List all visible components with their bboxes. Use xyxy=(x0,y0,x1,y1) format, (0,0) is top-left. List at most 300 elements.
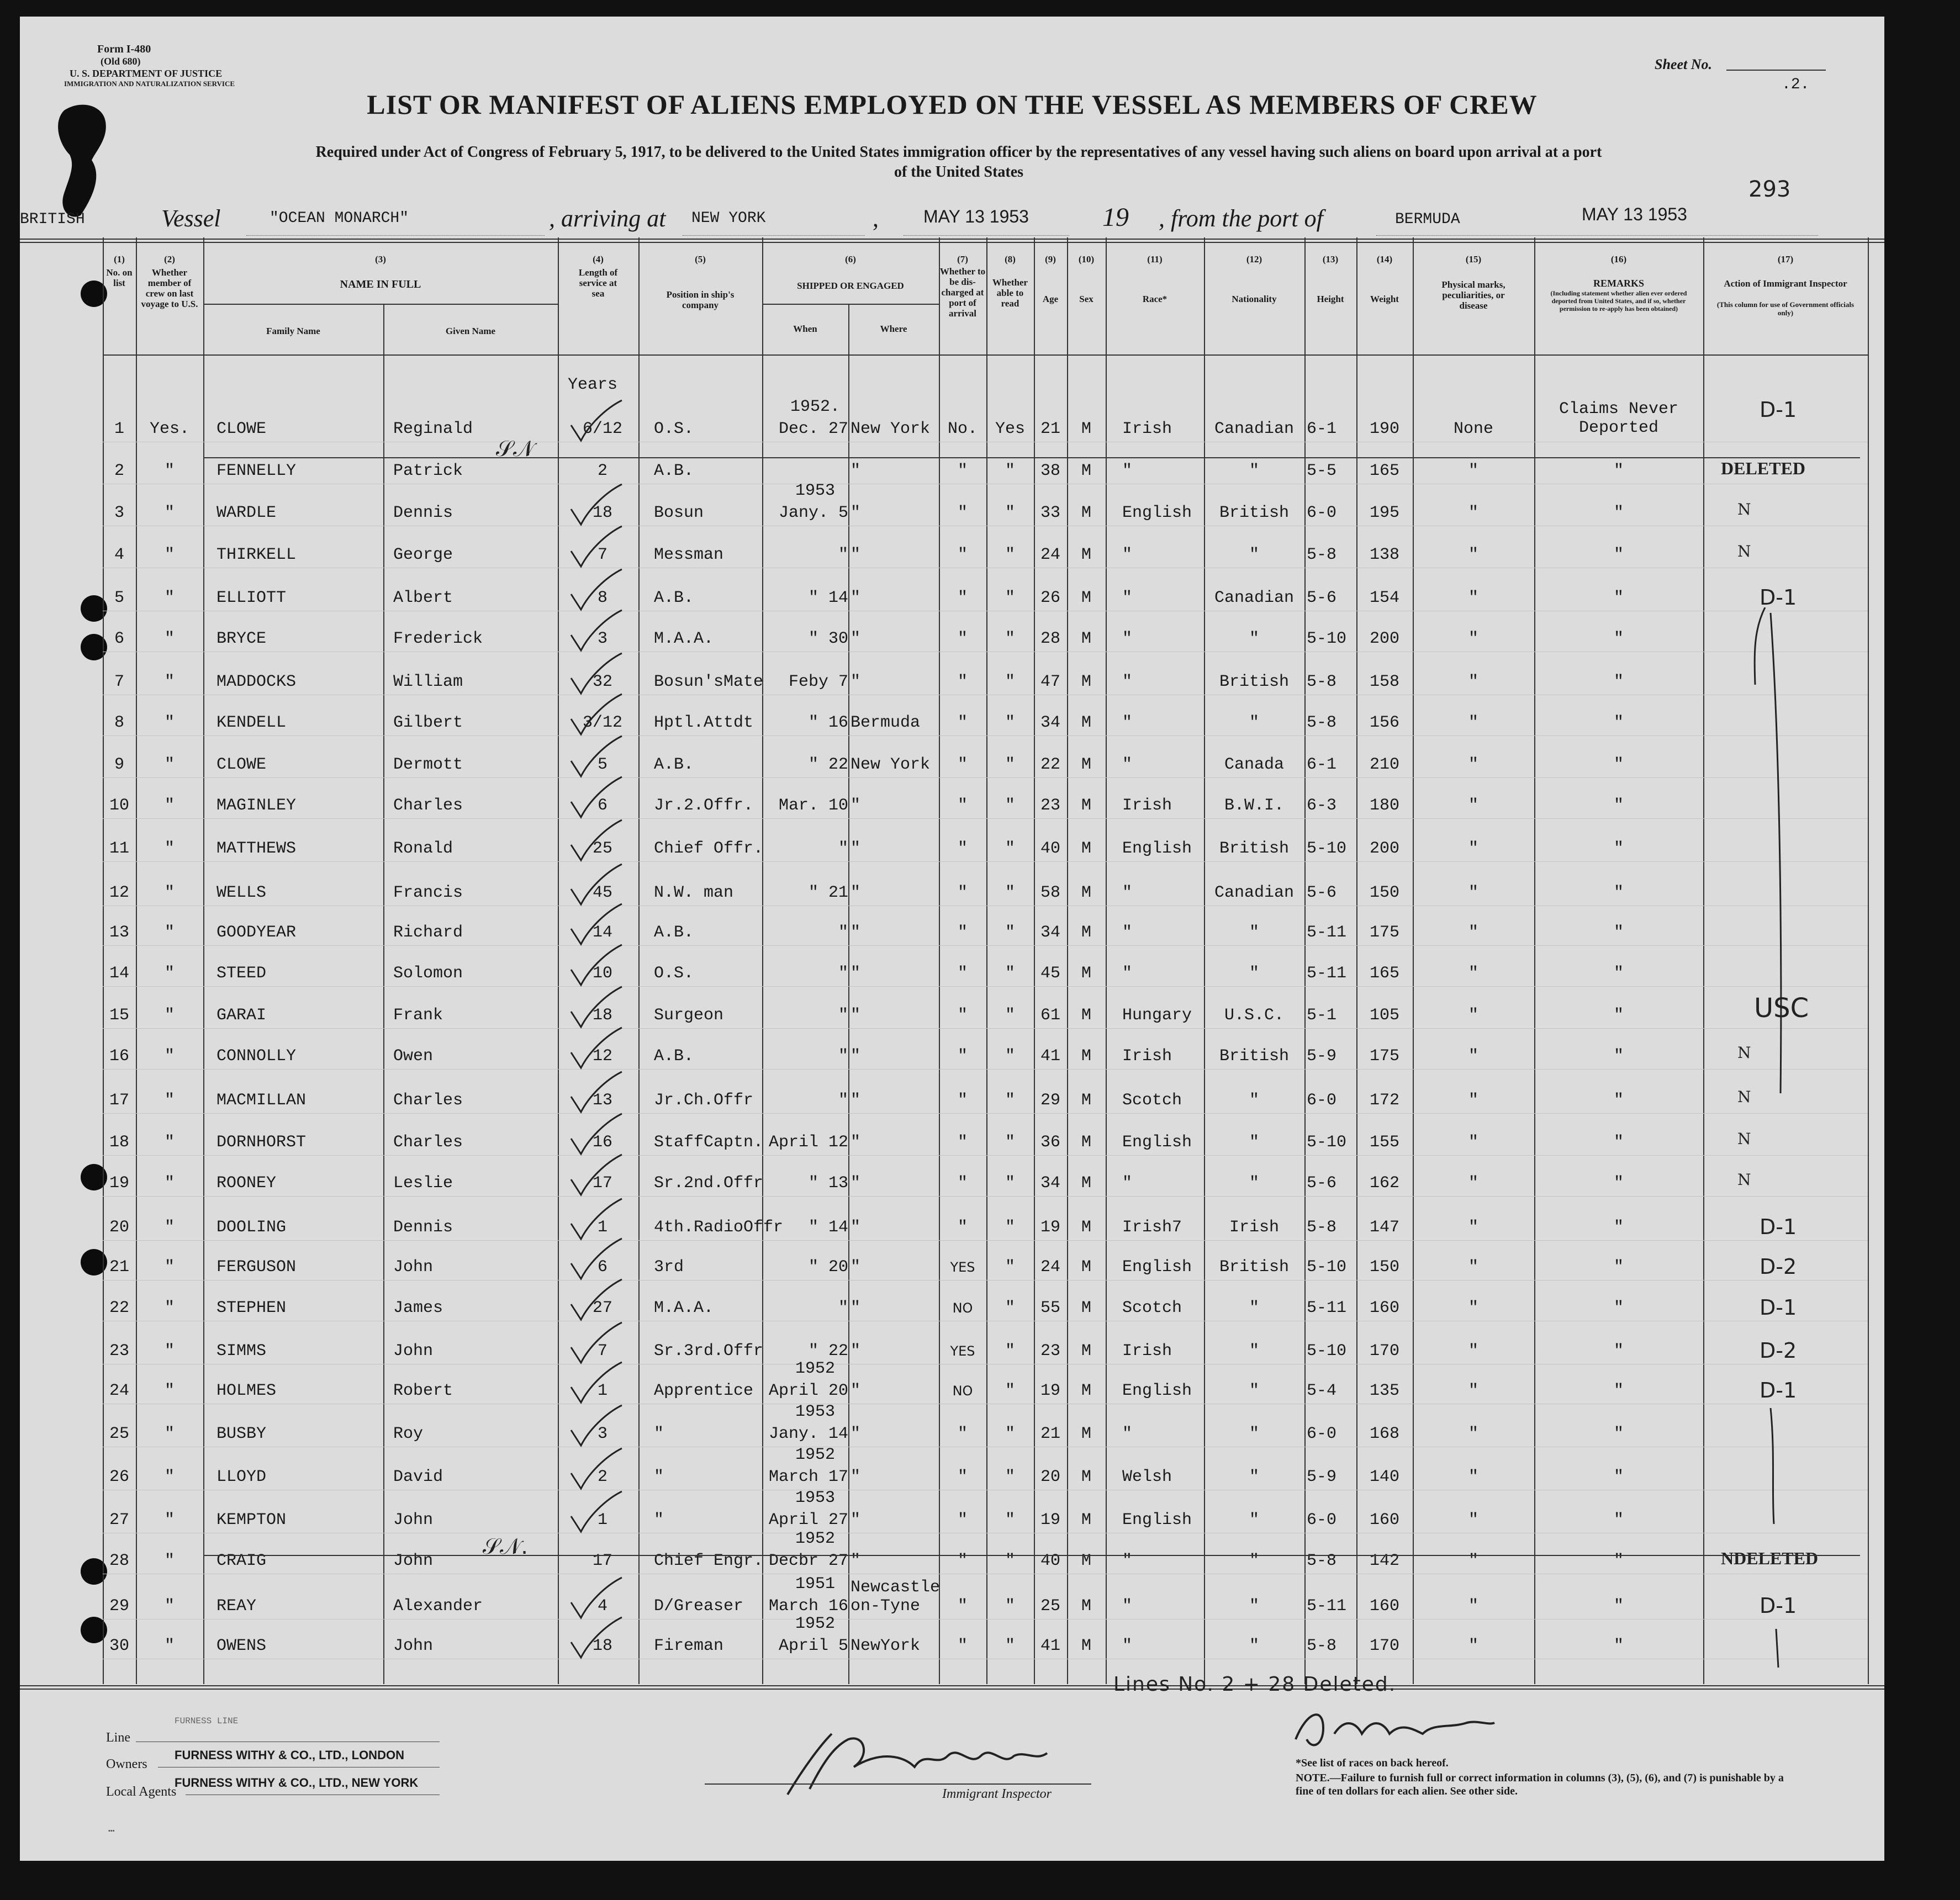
header-col9-num: (9) xyxy=(1045,254,1056,264)
cell-family: ELLIOTT xyxy=(216,589,287,607)
cell-nationality: " xyxy=(1249,1637,1259,1655)
cell-remarks: " xyxy=(1613,462,1624,480)
cell-service: 7 xyxy=(597,1342,607,1361)
header-where: Where xyxy=(880,324,907,334)
cell-nationality: Canadian xyxy=(1214,420,1295,438)
cell-height: 5-8 xyxy=(1307,1637,1337,1655)
cell-position: StaffCaptn. xyxy=(654,1133,764,1152)
cell-no: 9 xyxy=(114,755,124,774)
cell-member: " xyxy=(164,1425,175,1443)
cell-service: 2 xyxy=(597,462,607,480)
cell-marks: " xyxy=(1468,1006,1478,1025)
cell-where: " xyxy=(850,839,861,858)
cell-weight: 175 xyxy=(1369,1047,1399,1066)
cell-marks: " xyxy=(1468,673,1478,691)
cell-height: 6-1 xyxy=(1307,755,1337,774)
cell-read: " xyxy=(1005,883,1015,902)
cell-when: " 30 xyxy=(808,629,848,648)
cell-disch: " xyxy=(957,883,968,902)
cell-family: CONNOLLY xyxy=(216,1047,297,1066)
cell-service: 1 xyxy=(597,1218,607,1237)
arrival-date-stamp: MAY 13 1953 xyxy=(923,207,1029,226)
cell-where: Newcastle on-Tyne xyxy=(850,1578,941,1616)
cell-weight: 165 xyxy=(1369,964,1399,983)
cell-member: " xyxy=(164,673,175,691)
header-col8: Whether able to read xyxy=(992,277,1028,309)
date-underline xyxy=(904,235,1069,236)
cell-given: Robert xyxy=(393,1382,453,1400)
cell-given: Dennis xyxy=(393,504,453,522)
cell-age: 40 xyxy=(1040,1552,1060,1570)
cell-race: Irish xyxy=(1122,1047,1172,1066)
initials-scribble: 𝒮𝒩. xyxy=(483,1534,528,1559)
vessel-label: Vessel xyxy=(161,205,221,232)
cell-remarks: " xyxy=(1613,1552,1624,1570)
check-mark xyxy=(567,398,627,447)
cell-weight: 150 xyxy=(1369,1258,1399,1277)
cell-race: English xyxy=(1122,1258,1192,1277)
cell-where: " xyxy=(850,1511,861,1529)
cell-service: 1 xyxy=(597,1511,607,1529)
cell-when: " xyxy=(838,964,848,983)
cell-race: " xyxy=(1122,1425,1133,1443)
cell-read: " xyxy=(1005,1511,1015,1529)
row-rule xyxy=(103,1619,1868,1620)
cell-nationality: " xyxy=(1249,1174,1259,1193)
cell-height: 5-8 xyxy=(1307,1552,1337,1570)
cell-family: WELLS xyxy=(216,883,267,902)
cell-disch: No. xyxy=(947,420,978,438)
cell-no: 3 xyxy=(114,504,124,522)
cell-marks: " xyxy=(1468,883,1478,902)
cell-nationality: B.W.I. xyxy=(1224,796,1285,815)
cell-where: " xyxy=(850,883,861,902)
cell-given: Gilbert xyxy=(393,713,463,732)
cell-weight: 154 xyxy=(1369,589,1399,607)
cell-remarks: " xyxy=(1613,1218,1624,1237)
cell-action: D-1 xyxy=(1760,1295,1797,1320)
cell-read: " xyxy=(1005,1468,1015,1486)
cell-weight: 200 xyxy=(1369,839,1399,858)
cell-sex: M xyxy=(1081,673,1091,691)
cell-sex: M xyxy=(1081,462,1091,480)
cell-action: D-1 xyxy=(1760,398,1797,422)
cell-weight: 140 xyxy=(1369,1468,1399,1486)
cell-marks: " xyxy=(1468,1468,1478,1486)
cell-marks: " xyxy=(1468,923,1478,942)
cell-weight: 165 xyxy=(1369,462,1399,480)
cell-where: " xyxy=(850,1552,861,1570)
cell-read: " xyxy=(1005,1174,1015,1193)
cell-read: " xyxy=(1005,923,1015,942)
cell-race: " xyxy=(1122,673,1133,691)
col-rule xyxy=(1067,237,1068,1684)
cell-disch: " xyxy=(957,589,968,607)
cell-family: SIMMS xyxy=(216,1342,267,1361)
cell-given: James xyxy=(393,1299,443,1317)
cell-height: 5-11 xyxy=(1307,923,1347,942)
row-rule xyxy=(103,861,1868,862)
cell-no: 24 xyxy=(109,1382,129,1400)
cell-disch: " xyxy=(957,755,968,774)
year-note: 1953 xyxy=(795,481,835,500)
cell-where: " xyxy=(850,1382,861,1400)
cell-family: KENDELL xyxy=(216,713,287,732)
cell-weight: 105 xyxy=(1369,1006,1399,1025)
header-col16: REMARKS xyxy=(1593,278,1644,289)
cell-sex: M xyxy=(1081,755,1091,774)
cell-given: Dermott xyxy=(393,755,463,774)
cell-remarks: " xyxy=(1613,923,1624,942)
cell-no: 12 xyxy=(109,883,129,902)
cell-marks: " xyxy=(1468,1425,1478,1443)
cell-age: 25 xyxy=(1040,1597,1060,1616)
cell-no: 20 xyxy=(109,1218,129,1237)
cell-family: GARAI xyxy=(216,1006,267,1025)
cell-action: D-1 xyxy=(1760,585,1797,610)
cell-race: Irish xyxy=(1122,420,1172,438)
cell-read: Yes xyxy=(995,420,1025,438)
check-mark xyxy=(567,1446,627,1495)
cell-height: 5-5 xyxy=(1307,462,1337,480)
page-subtitle xyxy=(152,142,1765,182)
cell-given: Frederick xyxy=(393,629,483,648)
cell-weight: 172 xyxy=(1369,1091,1399,1110)
cell-family: CRAIG xyxy=(216,1552,267,1570)
cell-weight: 138 xyxy=(1369,546,1399,564)
cell-nationality: " xyxy=(1249,1133,1259,1152)
cell-service: 17 xyxy=(592,1174,612,1193)
cell-where: " xyxy=(850,1133,861,1152)
cell-family: BUSBY xyxy=(216,1425,267,1443)
col-rule xyxy=(1204,237,1205,1684)
cell-read: " xyxy=(1005,796,1015,815)
cell-where: " xyxy=(850,1425,861,1443)
cell-nationality: " xyxy=(1249,1091,1259,1110)
cell-weight: 180 xyxy=(1369,796,1399,815)
cell-where: Bermuda xyxy=(850,713,921,732)
cell-given: Roy xyxy=(393,1425,424,1443)
cell-position: Bosun xyxy=(654,504,704,522)
cell-given: Patrick xyxy=(393,462,463,480)
cell-height: 5-11 xyxy=(1307,1299,1347,1317)
cell-member: " xyxy=(164,1342,175,1361)
cell-action: D-2 xyxy=(1760,1255,1797,1279)
cell-marks: " xyxy=(1468,629,1478,648)
cell-position: Surgeon xyxy=(654,1006,724,1025)
cell-read: " xyxy=(1005,1133,1015,1152)
cell-position: Bosun'sMate xyxy=(654,673,764,691)
col-rule xyxy=(848,304,849,1684)
cell-member: " xyxy=(164,1091,175,1110)
cell-height: 6-0 xyxy=(1307,504,1337,522)
stamp-number: 293 xyxy=(1748,177,1791,202)
cell-remarks: " xyxy=(1613,1299,1624,1317)
deleted-strike-line-28 xyxy=(203,1555,1860,1556)
cell-given: Albert xyxy=(393,589,453,607)
cell-age: 19 xyxy=(1040,1511,1060,1529)
cell-action: N xyxy=(1737,500,1751,518)
cell-remarks: " xyxy=(1613,755,1624,774)
cell-race: English xyxy=(1122,1511,1192,1529)
cell-race: " xyxy=(1122,883,1133,902)
cell-race: " xyxy=(1122,546,1133,564)
cell-service: 6 xyxy=(597,796,607,815)
cell-no: 5 xyxy=(114,589,124,607)
cell-remarks: " xyxy=(1613,713,1624,732)
cell-disch: NO xyxy=(952,1383,973,1399)
cell-nationality: " xyxy=(1249,1511,1259,1529)
cell-member: " xyxy=(164,1511,175,1529)
col-rule xyxy=(1356,237,1357,1684)
col-rule xyxy=(1413,237,1414,1684)
cell-marks: " xyxy=(1468,755,1478,774)
cell-where: NewYork xyxy=(850,1637,921,1655)
cell-nationality: " xyxy=(1249,713,1259,732)
cell-family: ROONEY xyxy=(216,1174,277,1193)
cell-sex: M xyxy=(1081,546,1091,564)
cell-no: 15 xyxy=(109,1006,129,1025)
vessel-flag: BRITISH xyxy=(20,211,85,228)
service-name: IMMIGRATION AND NATURALIZATION SERVICE xyxy=(64,80,235,88)
cell-family: STEPHEN xyxy=(216,1299,287,1317)
cell-height: 6-1 xyxy=(1307,420,1337,438)
cell-when: April 27 xyxy=(768,1511,848,1529)
cell-marks: " xyxy=(1468,1382,1478,1400)
cell-family: LLOYD xyxy=(216,1468,267,1486)
cell-age: 33 xyxy=(1040,504,1060,522)
header-col3: NAME IN FULL xyxy=(340,278,421,290)
year-note: 1952 xyxy=(795,1446,835,1464)
cell-read: " xyxy=(1005,546,1015,564)
header-col3-num: (3) xyxy=(375,254,386,264)
header-col16-note: (Including statement whether alien ever ordered deported from United States, and if so, whether permission to re-apply has been obtained) xyxy=(1550,289,1687,313)
inspector-signature-line xyxy=(705,1783,1091,1785)
printer-mark: ▪▪▪ xyxy=(108,1828,115,1834)
cell-where: " xyxy=(850,964,861,983)
cell-read: " xyxy=(1005,1006,1015,1025)
cell-sex: M xyxy=(1081,1133,1091,1152)
cell-remarks: " xyxy=(1613,1047,1624,1066)
cell-where: " xyxy=(850,1174,861,1193)
cell-no: 19 xyxy=(109,1174,129,1193)
header-col1-num: (1) xyxy=(114,254,125,264)
cell-height: 5-8 xyxy=(1307,713,1337,732)
row-rule xyxy=(103,818,1868,819)
cell-height: 5-11 xyxy=(1307,964,1347,983)
col-rule xyxy=(136,237,137,1684)
table-bottom-rule-2 xyxy=(20,1689,1884,1690)
cell-where: " xyxy=(850,673,861,691)
cell-member: " xyxy=(164,629,175,648)
cell-given: Charles xyxy=(393,796,463,815)
cell-sex: M xyxy=(1081,796,1091,815)
cell-service: 3 xyxy=(597,629,607,648)
cell-when: Jany. 5 xyxy=(778,504,848,522)
header-col2: Whether member of crew on last voyage to U.S. xyxy=(141,267,198,309)
cell-where: " xyxy=(850,923,861,942)
cell-member: " xyxy=(164,462,175,480)
cell-when: " xyxy=(838,839,848,858)
sheet-label: Sheet No. xyxy=(1655,56,1712,72)
cell-read: " xyxy=(1005,1047,1015,1066)
cell-action: N xyxy=(1737,1171,1751,1189)
cell-family: MATTHEWS xyxy=(216,839,297,858)
manifest-sheet xyxy=(20,17,1884,1861)
cell-height: 6-0 xyxy=(1307,1511,1337,1529)
cell-when: April 5 xyxy=(778,1637,848,1655)
cell-nationality: " xyxy=(1249,1299,1259,1317)
year-note: 1952 xyxy=(795,1615,835,1633)
row-rule xyxy=(103,777,1868,778)
cell-sex: M xyxy=(1081,629,1091,648)
cell-no: 28 xyxy=(109,1552,129,1570)
check-mark xyxy=(567,1402,627,1452)
cell-where: " xyxy=(850,1342,861,1361)
cell-member: " xyxy=(164,1637,175,1655)
cell-member: " xyxy=(164,755,175,774)
cell-remarks: " xyxy=(1613,1006,1624,1025)
cell-weight: 200 xyxy=(1369,629,1399,648)
check-mark xyxy=(567,817,627,867)
cell-age: 20 xyxy=(1040,1468,1060,1486)
cell-position: Chief Engr. xyxy=(654,1552,764,1570)
header-col5-num: (5) xyxy=(695,254,706,264)
cell-nationality: " xyxy=(1249,1382,1259,1400)
cell-position: Hptl.Attdt xyxy=(654,713,754,732)
cell-member: " xyxy=(164,923,175,942)
cell-disch: " xyxy=(957,1552,968,1570)
cell-remarks: " xyxy=(1613,673,1624,691)
cell-member: " xyxy=(164,1258,175,1277)
year-note: 1951 xyxy=(795,1575,835,1594)
vessel-name: "OCEAN MONARCH" xyxy=(270,210,409,227)
cell-read: " xyxy=(1005,1299,1015,1317)
cell-disch: YES xyxy=(950,1259,975,1275)
from-port-label: , from the port of xyxy=(1159,205,1323,232)
cell-position: Jr.2.Offr. xyxy=(654,796,754,815)
cell-family: REAY xyxy=(216,1597,257,1616)
cell-disch: " xyxy=(957,1174,968,1193)
header-col5: Position in ship's company xyxy=(666,289,735,310)
cell-nationality: U.S.C. xyxy=(1224,1006,1285,1025)
cell-nationality: British xyxy=(1219,1258,1290,1277)
cell-service: 18 xyxy=(592,1637,612,1655)
cell-service: 1 xyxy=(597,1382,607,1400)
header-col15: Physical marks, peculiarities, or disease xyxy=(1441,279,1505,311)
initials-scribble: 𝒮𝒩 xyxy=(496,436,535,462)
cell-age: 41 xyxy=(1040,1637,1060,1655)
cell-marks: " xyxy=(1468,1133,1478,1152)
cell-age: 38 xyxy=(1040,462,1060,480)
cell-read: " xyxy=(1005,504,1015,522)
cell-marks: " xyxy=(1468,1258,1478,1277)
cell-remarks: " xyxy=(1613,1342,1624,1361)
cell-disch: " xyxy=(957,1425,968,1443)
cell-given: Reginald xyxy=(393,420,473,438)
cell-member: " xyxy=(164,1299,175,1317)
cell-position: " xyxy=(654,1511,664,1529)
cell-service: 45 xyxy=(592,883,612,902)
cell-given: Francis xyxy=(393,883,463,902)
cell-family: OWENS xyxy=(216,1637,267,1655)
cell-action: N xyxy=(1737,1130,1751,1148)
cell-age: 34 xyxy=(1040,713,1060,732)
cell-age: 36 xyxy=(1040,1133,1060,1152)
cell-family: DORNHORST xyxy=(216,1133,307,1152)
cell-height: 5-9 xyxy=(1307,1047,1337,1066)
arrival-port: NEW YORK xyxy=(691,210,766,227)
header-col2-num: (2) xyxy=(164,254,175,264)
cell-weight: 160 xyxy=(1369,1511,1399,1529)
cell-read: " xyxy=(1005,589,1015,607)
cell-action: D-1 xyxy=(1760,1378,1797,1402)
cell-nationality: " xyxy=(1249,546,1259,564)
inspector-label: Immigrant Inspector xyxy=(942,1787,1052,1801)
cell-where: " xyxy=(850,1299,861,1317)
cell-no: 25 xyxy=(109,1425,129,1443)
shipped-sub-rule xyxy=(762,304,939,305)
arriving-label: , arriving at xyxy=(549,205,666,232)
cell-service: 6/12 xyxy=(582,420,622,438)
header-col15-num: (15) xyxy=(1465,254,1482,264)
cell-marks: " xyxy=(1468,1047,1478,1066)
cell-marks: " xyxy=(1468,1637,1478,1655)
cell-nationality: Irish xyxy=(1229,1218,1279,1237)
cell-family: DOOLING xyxy=(216,1218,287,1237)
cell-disch: " xyxy=(957,923,968,942)
cell-position: N.W. man xyxy=(654,883,734,902)
cell-weight: 156 xyxy=(1369,713,1399,732)
cell-age: 28 xyxy=(1040,629,1060,648)
department-name: U. S. DEPARTMENT OF JUSTICE xyxy=(70,68,223,79)
cell-when: " 22 xyxy=(808,755,848,774)
cell-position: 3rd xyxy=(654,1258,684,1277)
cell-given: Charles xyxy=(393,1091,463,1110)
cell-sex: M xyxy=(1081,1299,1091,1317)
cell-marks: " xyxy=(1468,504,1478,522)
cell-position: 4th.RadioOffr xyxy=(654,1218,784,1237)
header-col11-num: (11) xyxy=(1147,254,1163,264)
cell-when: " 13 xyxy=(808,1174,848,1193)
cell-service: 12 xyxy=(592,1047,612,1066)
cell-marks: " xyxy=(1468,713,1478,732)
agents-value: FURNESS WITHY & CO., LTD., NEW YORK xyxy=(175,1776,419,1790)
cell-given: Dennis xyxy=(393,1218,453,1237)
cell-remarks: " xyxy=(1613,1637,1624,1655)
header-col17-note: (This column for use of Government officials only) xyxy=(1716,300,1855,317)
header-col17: Action of Immigrant Inspector xyxy=(1724,278,1847,289)
cell-age: 23 xyxy=(1040,796,1060,815)
cell-height: 5-10 xyxy=(1307,629,1347,648)
cell-when: " xyxy=(838,1047,848,1066)
cell-where: " xyxy=(850,1091,861,1110)
cell-family: CLOWE xyxy=(216,755,267,774)
race-note: *See list of races on back hereof. xyxy=(1296,1757,1449,1769)
cell-weight: 210 xyxy=(1369,755,1399,774)
col-rule xyxy=(1534,237,1535,1684)
cell-age: 34 xyxy=(1040,923,1060,942)
cell-weight: 142 xyxy=(1369,1552,1399,1570)
cell-action: N xyxy=(1737,1044,1751,1062)
cell-given: William xyxy=(393,673,463,691)
cell-age: 24 xyxy=(1040,1258,1060,1277)
cell-family: WARDLE xyxy=(216,504,277,522)
cell-family: GOODYEAR xyxy=(216,923,297,942)
cell-age: 47 xyxy=(1040,673,1060,691)
cell-family: BRYCE xyxy=(216,629,267,648)
cell-no: 4 xyxy=(114,546,124,564)
